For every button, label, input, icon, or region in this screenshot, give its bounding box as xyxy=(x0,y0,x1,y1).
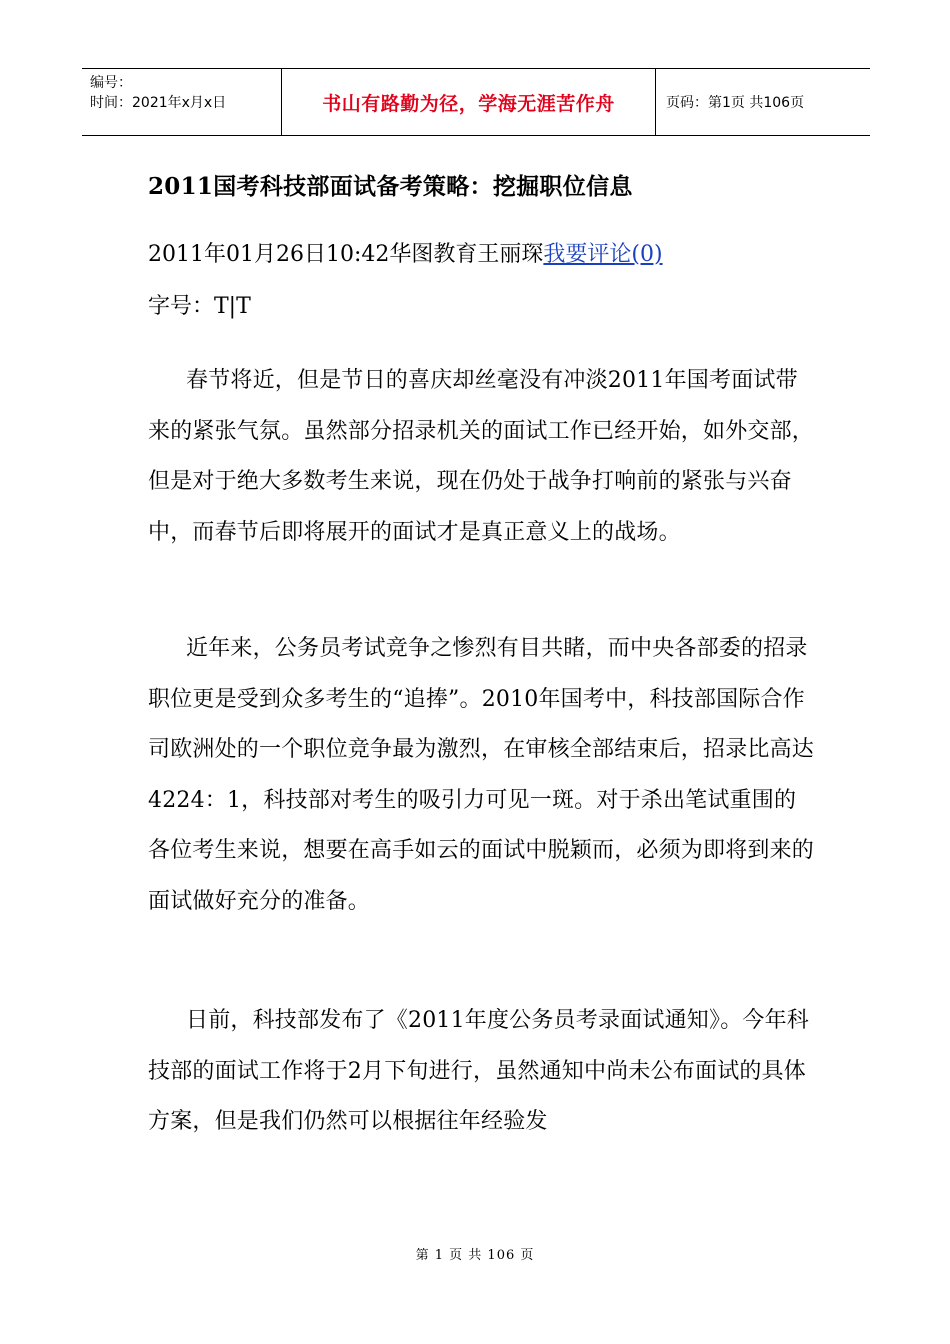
doc-number-label: 编号： xyxy=(90,75,132,91)
article-paragraph-1: 春节将近，但是节日的喜庆却丝毫没有冲淡2011年国考面试带来的紧张气氛。虽然部分招录机关的面试工作已经开始，如外交部，但是对于绝大多数考生来说，现在仍处于战争打响前的紧张与兴奋中，而春节后即将展开的面试才是真正意义上的战场。 xyxy=(148,368,815,545)
font-size-control: 字号：T|T xyxy=(148,294,251,319)
page-header xyxy=(82,68,870,136)
page-footer: 第 1 页 共 106 页 xyxy=(415,1248,535,1263)
doc-date-label: 时间：2021年x月x日 xyxy=(90,95,227,111)
article-date-source: 2011年01月26日10:42华图教育王丽琛 xyxy=(148,242,544,267)
header-page-info: 页码：第1页 共106页 xyxy=(666,95,805,111)
header-motto: 书山有路勤为径，学海无涯苦作舟 xyxy=(282,69,656,135)
article-meta xyxy=(148,240,663,270)
article-paragraph-2: 近年来，公务员考试竞争之惨烈有目共睹，而中央各部委的招录职位更是受到众多考生的“追捧”。2010年国考中，科技部国际合作司欧洲处的一个职位竞争最为激烈，在审核全部结束后，招录比高达4224：1，科技部对考生的吸引力可见一斑。对于杀出笔试重围的各位考生来说，想要在高手如云的面试中脱颖而，必须为即将到来的面试做好充分的准备。 xyxy=(148,636,815,914)
article-paragraph-3: 日前，科技部发布了《2011年度公务员考录面试通知》。今年科技部的面试工作将于2月下旬进行，虽然通知中尚未公布面试的具体方案，但是我们仍然可以根据往年经验发 xyxy=(148,1008,809,1134)
header-info-cell xyxy=(82,69,282,135)
comment-link[interactable]: 我要评论(0) xyxy=(543,242,663,267)
article-title: 2011国考科技部面试备考策略：挖掘职位信息 xyxy=(148,173,633,200)
